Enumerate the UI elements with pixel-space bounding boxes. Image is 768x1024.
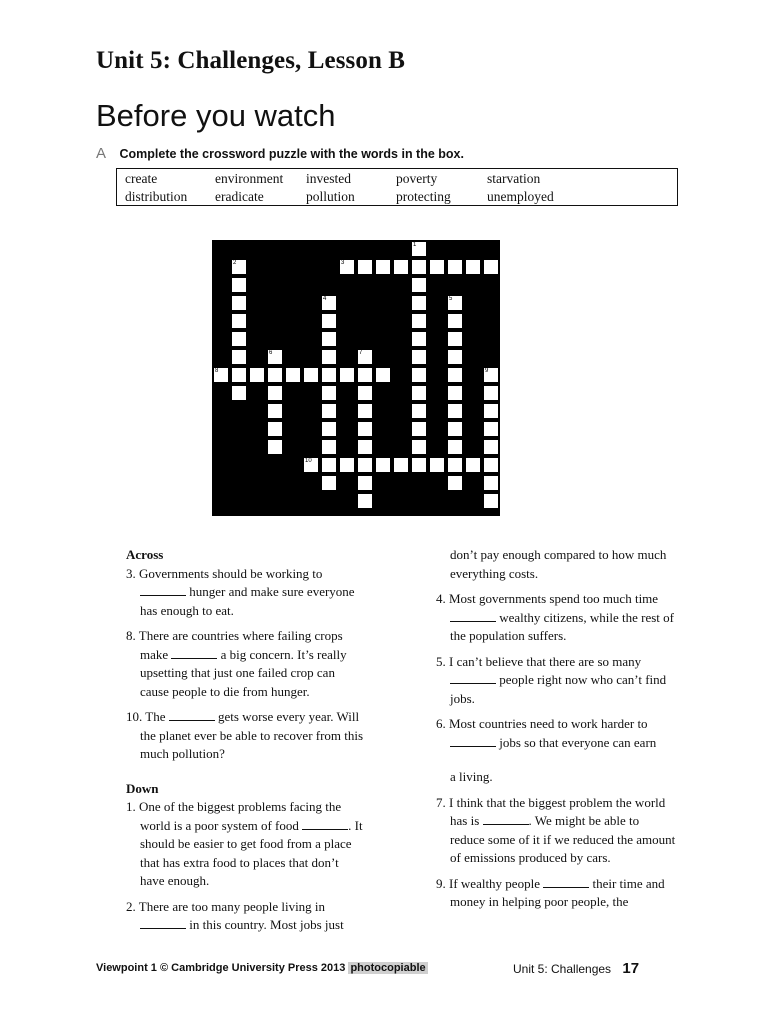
photocopiable-label: photocopiable bbox=[350, 962, 426, 974]
crossword-cell[interactable] bbox=[231, 295, 247, 311]
unit-title: Unit 5: Challenges, Lesson B bbox=[96, 47, 406, 74]
crossword-cell[interactable] bbox=[267, 439, 283, 455]
word-box bbox=[116, 168, 678, 206]
crossword-cell[interactable] bbox=[411, 367, 427, 383]
answer-blank[interactable] bbox=[140, 583, 186, 596]
crossword-cell[interactable] bbox=[447, 457, 463, 473]
crossword-cell[interactable] bbox=[447, 331, 463, 347]
crossword-cell[interactable] bbox=[321, 313, 337, 329]
answer-blank[interactable] bbox=[171, 646, 217, 659]
clue-down-5: 5. I can’t believe that there are so many people right now who can’t find jobs. bbox=[436, 653, 667, 706]
crossword-cell[interactable] bbox=[447, 403, 463, 419]
crossword-cell[interactable] bbox=[483, 493, 499, 509]
word-box-item: poverty bbox=[396, 171, 438, 186]
crossword-cell[interactable] bbox=[285, 367, 301, 383]
crossword-cell[interactable] bbox=[483, 475, 499, 491]
crossword-cell[interactable] bbox=[357, 439, 373, 455]
crossword-number: 4 bbox=[323, 296, 327, 302]
crossword-cell[interactable] bbox=[411, 259, 427, 275]
word-box-item: create bbox=[125, 171, 158, 186]
crossword-number: 6 bbox=[269, 350, 273, 356]
word-box-item: invested bbox=[306, 171, 351, 186]
instruction-text: Complete the crossword puzzle with the words in the box. bbox=[119, 147, 464, 161]
crossword-cell[interactable] bbox=[357, 259, 373, 275]
crossword-cell[interactable] bbox=[483, 439, 499, 455]
crossword-number: 1 bbox=[413, 242, 417, 248]
crossword-cell[interactable] bbox=[411, 277, 427, 293]
clue-down-1: 1. One of the biggest problems facing the world is a poor system of food . It should be easier to get food from a place that has extra food to places that don’t have enough. bbox=[126, 799, 363, 888]
crossword-cell[interactable] bbox=[231, 331, 247, 347]
crossword-cell[interactable] bbox=[321, 349, 337, 365]
crossword-cell[interactable] bbox=[375, 259, 391, 275]
crossword-cell[interactable] bbox=[321, 331, 337, 347]
clues-right-column bbox=[436, 546, 676, 919]
crossword-cell[interactable] bbox=[411, 349, 427, 365]
clues-left-column bbox=[126, 546, 366, 942]
crossword-grid bbox=[212, 240, 500, 516]
footer-copyright: Viewpoint 1 © Cambridge University Press 2013 photocopiable bbox=[96, 962, 426, 974]
crossword-cell[interactable] bbox=[231, 313, 247, 329]
crossword-cell[interactable] bbox=[465, 259, 481, 275]
clue-down-2: 2. There are too many people living in in this country. Most jobs just bbox=[126, 898, 344, 932]
crossword-cell[interactable] bbox=[393, 457, 409, 473]
crossword-cell[interactable] bbox=[357, 403, 373, 419]
word-box-item: eradicate bbox=[215, 189, 264, 204]
clue-down-9: 9. If wealthy people their time and money in helping poor people, the bbox=[436, 875, 665, 909]
crossword-cell[interactable] bbox=[303, 367, 319, 383]
crossword-cell[interactable] bbox=[321, 439, 337, 455]
crossword-cell[interactable] bbox=[267, 385, 283, 401]
crossword-cell[interactable] bbox=[321, 385, 337, 401]
page-number: 17 bbox=[622, 960, 640, 977]
answer-blank[interactable] bbox=[140, 916, 186, 929]
crossword-cell[interactable] bbox=[267, 403, 283, 419]
crossword-cell[interactable] bbox=[321, 367, 337, 383]
crossword-cell[interactable] bbox=[447, 259, 463, 275]
crossword-cell[interactable] bbox=[447, 349, 463, 365]
crossword-number: 5 bbox=[449, 296, 453, 302]
clue-down-6: 6. Most countries need to work harder to jobs so that everyone can earn bbox=[436, 716, 657, 750]
crossword-cell[interactable] bbox=[267, 421, 283, 437]
footer-unit: Unit 5: Challenges bbox=[513, 962, 612, 976]
crossword-cell[interactable] bbox=[411, 439, 427, 455]
crossword-cell[interactable] bbox=[321, 403, 337, 419]
answer-blank[interactable] bbox=[450, 671, 496, 684]
word-box-item: environment bbox=[215, 171, 284, 186]
down-heading: Down bbox=[126, 780, 159, 796]
crossword-cell[interactable] bbox=[393, 259, 409, 275]
crossword-cell[interactable] bbox=[411, 421, 427, 437]
crossword-cell[interactable] bbox=[429, 457, 445, 473]
crossword-cell[interactable] bbox=[231, 349, 247, 365]
crossword-cell[interactable] bbox=[411, 457, 427, 473]
crossword-cell[interactable] bbox=[447, 421, 463, 437]
crossword-cell[interactable] bbox=[483, 403, 499, 419]
crossword-cell[interactable] bbox=[267, 367, 283, 383]
crossword-cell[interactable] bbox=[483, 385, 499, 401]
crossword-number: 3 bbox=[341, 260, 345, 266]
crossword-number: 2 bbox=[233, 260, 237, 266]
crossword-cell[interactable] bbox=[465, 457, 481, 473]
footer-page-info bbox=[513, 960, 639, 977]
crossword-cell[interactable] bbox=[447, 475, 463, 491]
activity-instruction bbox=[96, 145, 464, 162]
crossword-cell[interactable] bbox=[447, 367, 463, 383]
crossword-cell[interactable] bbox=[375, 367, 391, 383]
crossword-number: 9 bbox=[485, 368, 489, 374]
crossword-cell[interactable] bbox=[231, 367, 247, 383]
crossword-cell[interactable] bbox=[375, 457, 391, 473]
answer-blank[interactable] bbox=[169, 708, 215, 721]
answer-blank[interactable] bbox=[483, 812, 529, 825]
crossword-cell[interactable] bbox=[411, 385, 427, 401]
crossword-cell[interactable] bbox=[411, 313, 427, 329]
crossword-cell[interactable] bbox=[411, 403, 427, 419]
across-heading: Across bbox=[126, 547, 164, 562]
crossword-cell[interactable] bbox=[411, 331, 427, 347]
crossword-cell[interactable] bbox=[357, 385, 373, 401]
crossword-cell[interactable] bbox=[429, 259, 445, 275]
crossword-cell[interactable] bbox=[321, 421, 337, 437]
clue-across-3: 3. Governments should be working to hunger and make sure everyone has enough to eat. bbox=[126, 565, 355, 618]
crossword-cell[interactable] bbox=[357, 457, 373, 473]
activity-letter: A bbox=[96, 145, 107, 162]
clue-down-6-continued: a living. bbox=[450, 769, 493, 784]
clue-down-7: 7. I think that the biggest problem the world has is . We might be able to reduce some of it if we reduced the amount of emissions produced by cars. bbox=[436, 794, 676, 865]
crossword-cell[interactable] bbox=[357, 367, 373, 383]
word-box-item: protecting bbox=[396, 189, 451, 204]
crossword-cell[interactable] bbox=[483, 457, 499, 473]
crossword-number: 7 bbox=[359, 350, 363, 356]
crossword-cell[interactable] bbox=[483, 259, 499, 275]
crossword-cell[interactable] bbox=[339, 457, 355, 473]
crossword-cell[interactable] bbox=[357, 475, 373, 491]
answer-blank[interactable] bbox=[302, 817, 348, 830]
crossword-cell[interactable] bbox=[447, 439, 463, 455]
clue-down-2-continued: don’t pay enough compared to how much everything costs. bbox=[450, 547, 667, 581]
section-heading: Before you watch bbox=[96, 98, 336, 133]
crossword-cell[interactable] bbox=[447, 313, 463, 329]
answer-blank[interactable] bbox=[543, 875, 589, 888]
word-box-item: unemployed bbox=[487, 189, 554, 204]
crossword-cell[interactable] bbox=[411, 295, 427, 311]
crossword-cell[interactable] bbox=[483, 421, 499, 437]
crossword-cell[interactable] bbox=[249, 367, 265, 383]
answer-blank[interactable] bbox=[450, 609, 496, 622]
word-box-item: pollution bbox=[306, 189, 355, 204]
clue-down-4: 4. Most governments spend too much time wealthy citizens, while the rest of the population suffers. bbox=[436, 591, 674, 643]
crossword-cell[interactable] bbox=[231, 277, 247, 293]
crossword-cell[interactable] bbox=[231, 385, 247, 401]
crossword-cell[interactable] bbox=[339, 367, 355, 383]
clue-across-8: 8. There are countries where failing crops make a big concern. It’s really upsetting that just one failed crop can cause people to die from hunger. bbox=[126, 628, 347, 699]
answer-blank[interactable] bbox=[450, 734, 496, 747]
crossword-cell[interactable] bbox=[357, 421, 373, 437]
crossword-cell[interactable] bbox=[357, 493, 373, 509]
crossword-cell[interactable] bbox=[321, 475, 337, 491]
word-box-item: distribution bbox=[125, 189, 188, 204]
crossword-cell[interactable] bbox=[447, 385, 463, 401]
crossword-cell[interactable] bbox=[321, 457, 337, 473]
clue-across-10: 10. The gets worse every year. Will the planet ever be able to recover from this much pollution? bbox=[126, 709, 364, 761]
word-box-item: starvation bbox=[487, 171, 541, 186]
crossword-number: 10 bbox=[305, 458, 312, 464]
crossword-number: 8 bbox=[215, 368, 219, 374]
